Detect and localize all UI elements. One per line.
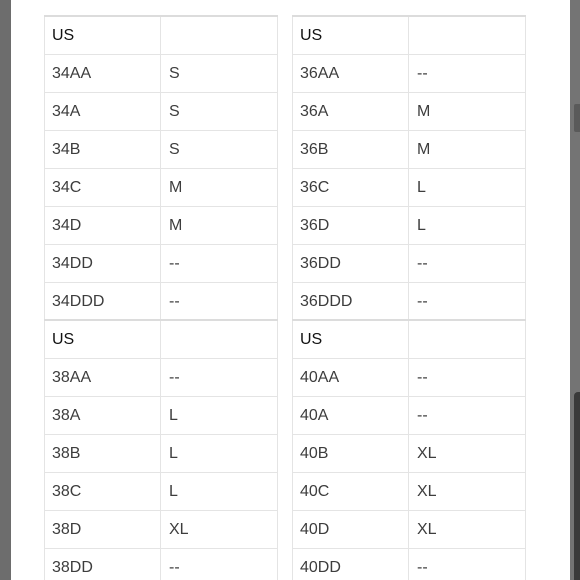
table-row: [293, 283, 526, 321]
size-value-cell: --: [161, 283, 278, 321]
table-row: [293, 435, 526, 473]
size-value-cell: M: [161, 207, 278, 245]
table-row: [293, 473, 526, 511]
cup-size-cell: 38B: [45, 435, 161, 473]
header-cell-size: [161, 16, 278, 55]
table-row: [45, 245, 278, 283]
cup-size-cell: 38D: [45, 511, 161, 549]
table-row: [293, 169, 526, 207]
cup-size-cell: 40B: [293, 435, 409, 473]
header-cell-size: [409, 320, 526, 359]
table-row: [45, 435, 278, 473]
cup-size-cell: 36B: [293, 131, 409, 169]
size-table-40: [292, 319, 526, 580]
size-value-cell: M: [409, 93, 526, 131]
size-value-cell: S: [161, 55, 278, 93]
size-value-cell: --: [161, 549, 278, 580]
size-value-cell: L: [409, 169, 526, 207]
table-row: [293, 131, 526, 169]
table-row: [45, 473, 278, 511]
size-value-cell: L: [161, 435, 278, 473]
size-value-cell: --: [409, 245, 526, 283]
header-cell-region: US: [293, 16, 409, 55]
size-chart-panel: [11, 0, 570, 580]
cup-size-cell: 38DD: [45, 549, 161, 580]
size-value-cell: S: [161, 93, 278, 131]
table-header-row: [293, 320, 526, 359]
table-row: [293, 93, 526, 131]
table-row: [45, 131, 278, 169]
cup-size-cell: 34DD: [45, 245, 161, 283]
table-row: [45, 511, 278, 549]
header-cell-size: [161, 320, 278, 359]
size-value-cell: --: [161, 359, 278, 397]
cup-size-cell: 36C: [293, 169, 409, 207]
cup-size-cell: 40A: [293, 397, 409, 435]
cup-size-cell: 36A: [293, 93, 409, 131]
size-table-36: [292, 15, 526, 321]
size-table-38: [44, 319, 278, 580]
cup-size-cell: 40D: [293, 511, 409, 549]
cup-size-cell: 40DD: [293, 549, 409, 580]
cup-size-cell: 38A: [45, 397, 161, 435]
table-row: [45, 283, 278, 321]
table-row: [45, 359, 278, 397]
table-row: [45, 55, 278, 93]
cup-size-cell: 40AA: [293, 359, 409, 397]
table-row: [293, 207, 526, 245]
size-value-cell: XL: [161, 511, 278, 549]
cup-size-cell: 36AA: [293, 55, 409, 93]
cup-size-cell: 34B: [45, 131, 161, 169]
cup-size-cell: 34AA: [45, 55, 161, 93]
size-value-cell: --: [161, 245, 278, 283]
table-header-row: [45, 320, 278, 359]
cup-size-cell: 40C: [293, 473, 409, 511]
size-value-cell: --: [409, 283, 526, 321]
table-row: [293, 245, 526, 283]
cup-size-cell: 38AA: [45, 359, 161, 397]
table-header-row: [293, 16, 526, 55]
cup-size-cell: 34C: [45, 169, 161, 207]
table-row: [45, 549, 278, 580]
size-value-cell: XL: [409, 511, 526, 549]
size-value-cell: --: [409, 359, 526, 397]
header-cell-size: [409, 16, 526, 55]
size-value-cell: --: [409, 397, 526, 435]
size-value-cell: L: [161, 397, 278, 435]
cup-size-cell: 34DDD: [45, 283, 161, 321]
table-row: [45, 93, 278, 131]
table-row: [293, 397, 526, 435]
side-overlay-edge: [574, 392, 580, 580]
table-row: [45, 397, 278, 435]
cup-size-cell: 38C: [45, 473, 161, 511]
size-table-34: [44, 15, 278, 321]
cup-size-cell: 34A: [45, 93, 161, 131]
size-value-cell: --: [409, 55, 526, 93]
table-header-row: [45, 16, 278, 55]
cup-size-cell: 36D: [293, 207, 409, 245]
table-row: [293, 55, 526, 93]
table-row: [45, 207, 278, 245]
table-row: [45, 169, 278, 207]
header-cell-region: US: [45, 320, 161, 359]
header-cell-region: US: [45, 16, 161, 55]
size-value-cell: XL: [409, 435, 526, 473]
size-value-cell: L: [409, 207, 526, 245]
cup-size-cell: 36DD: [293, 245, 409, 283]
size-value-cell: M: [161, 169, 278, 207]
left-backdrop: [0, 0, 11, 580]
size-value-cell: S: [161, 131, 278, 169]
table-row: [293, 549, 526, 580]
size-value-cell: --: [409, 549, 526, 580]
table-row: [293, 511, 526, 549]
header-cell-region: US: [293, 320, 409, 359]
scrollbar-thumb[interactable]: [574, 104, 580, 132]
cup-size-cell: 34D: [45, 207, 161, 245]
table-row: [293, 359, 526, 397]
cup-size-cell: 36DDD: [293, 283, 409, 321]
size-value-cell: XL: [409, 473, 526, 511]
size-value-cell: M: [409, 131, 526, 169]
size-value-cell: L: [161, 473, 278, 511]
